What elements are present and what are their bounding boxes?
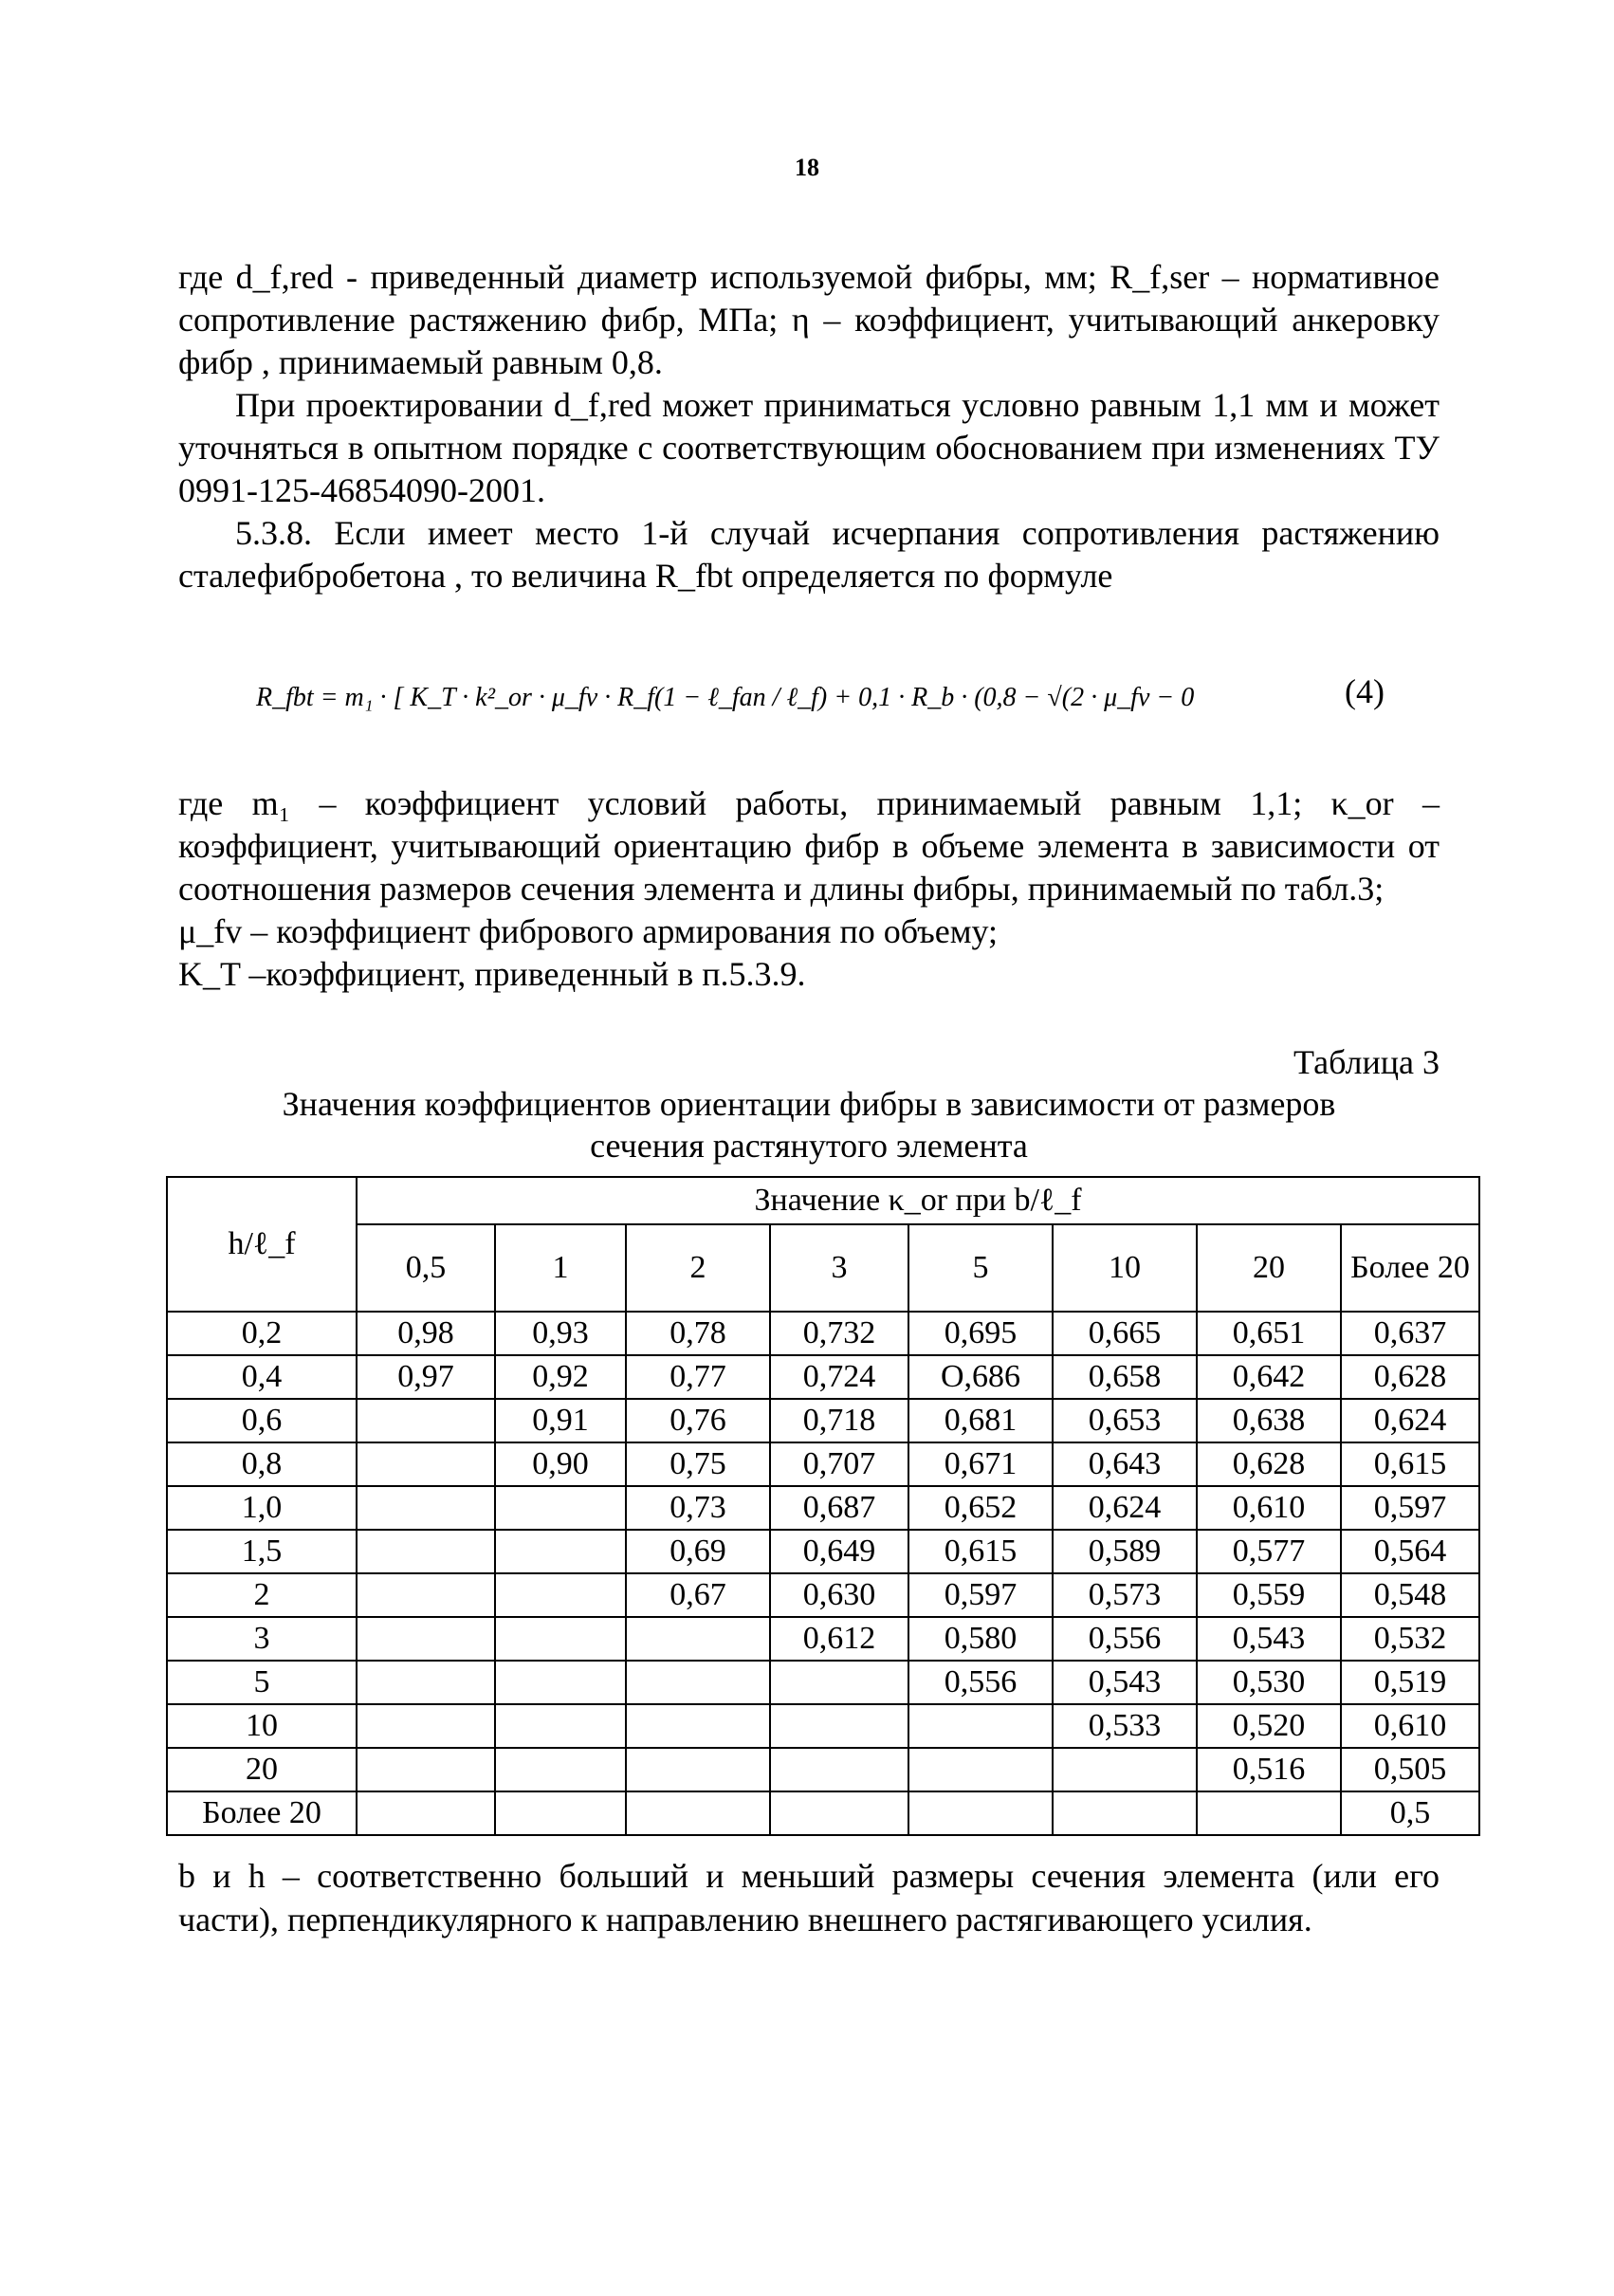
value-cell: 0,543 — [1053, 1661, 1197, 1704]
row-label-cell: 0,2 — [167, 1312, 357, 1355]
value-cell: 0,69 — [626, 1530, 770, 1573]
value-cell — [626, 1748, 770, 1791]
value-cell — [357, 1791, 495, 1835]
value-cell: 0,643 — [1053, 1442, 1197, 1486]
value-cell — [770, 1704, 908, 1748]
value-cell: 0,90 — [495, 1442, 626, 1486]
row-label-cell: Более 20 — [167, 1791, 357, 1835]
column-header: 1 — [495, 1224, 626, 1312]
table-footnote: b и h – соответственно больший и меньший размеры сечения элемента (или его части), перпендикулярного к направлению внешнего растягивающего усилия. — [178, 1857, 1440, 1938]
value-cell: 0,724 — [770, 1355, 908, 1399]
value-cell: 0,564 — [1341, 1530, 1479, 1573]
value-cell: 0,520 — [1197, 1704, 1341, 1748]
value-cell — [908, 1791, 1053, 1835]
table-row — [167, 1617, 1479, 1661]
value-cell: 0,665 — [1053, 1312, 1197, 1355]
value-cell — [357, 1573, 495, 1617]
value-cell: 0,610 — [1197, 1486, 1341, 1530]
column-header: 3 — [770, 1224, 908, 1312]
value-cell — [908, 1704, 1053, 1748]
value-cell: 0,653 — [1053, 1399, 1197, 1442]
value-cell — [495, 1661, 626, 1704]
value-cell: 0,649 — [770, 1530, 908, 1573]
column-header: 10 — [1053, 1224, 1197, 1312]
table-row — [167, 1704, 1479, 1748]
value-cell: 0,67 — [626, 1573, 770, 1617]
value-cell — [357, 1704, 495, 1748]
value-cell: 0,612 — [770, 1617, 908, 1661]
value-cell — [626, 1617, 770, 1661]
table-row — [167, 1442, 1479, 1486]
value-cell — [357, 1486, 495, 1530]
value-cell: 0,695 — [908, 1312, 1053, 1355]
value-cell: 0,93 — [495, 1312, 626, 1355]
value-cell: 0,628 — [1341, 1355, 1479, 1399]
value-cell: 0,573 — [1053, 1573, 1197, 1617]
table-title-line2: сечения растянутого элемента — [590, 1127, 1028, 1165]
table-row — [167, 1486, 1479, 1530]
table-row — [167, 1530, 1479, 1573]
value-cell: 0,91 — [495, 1399, 626, 1442]
value-cell: 0,624 — [1053, 1486, 1197, 1530]
formula-4 — [247, 645, 1385, 749]
value-cell: 0,75 — [626, 1442, 770, 1486]
table-row — [167, 1312, 1479, 1355]
value-cell — [1053, 1791, 1197, 1835]
group-header-cell: Значение κ_or при b/ℓ_f — [357, 1177, 1479, 1224]
value-cell — [495, 1617, 626, 1661]
value-cell: 0,98 — [357, 1312, 495, 1355]
paragraph-definitions-1: где d_f,red - приведенный диаметр используемой фибры, мм; R_f,ser – нормативное сопротивление растяжению фибр, МПа; η – коэффициент, учитывающий анкеровку фибр , принимаемый равным 0,8. — [178, 258, 1440, 381]
value-cell: 0,580 — [908, 1617, 1053, 1661]
value-cell: 0,77 — [626, 1355, 770, 1399]
value-cell — [357, 1399, 495, 1442]
row-label-cell: 5 — [167, 1661, 357, 1704]
value-cell — [626, 1704, 770, 1748]
value-cell — [495, 1573, 626, 1617]
value-cell — [495, 1791, 626, 1835]
value-cell: 0,97 — [357, 1355, 495, 1399]
value-cell: 0,505 — [1341, 1748, 1479, 1791]
value-cell: 0,597 — [908, 1573, 1053, 1617]
value-cell — [357, 1748, 495, 1791]
value-cell: 0,671 — [908, 1442, 1053, 1486]
table-title-line1: Значения коэффициентов ориентации фибры в зависимости от размеров — [282, 1085, 1336, 1123]
value-cell: 0,707 — [770, 1442, 908, 1486]
value-cell — [495, 1486, 626, 1530]
row-label-cell: 0,8 — [167, 1442, 357, 1486]
value-cell — [626, 1661, 770, 1704]
value-cell: 0,658 — [1053, 1355, 1197, 1399]
formula-text: R_fbt = m₁ · [ K_T · k²_or · μ_fv · R_f(1 − ℓ_fan / ℓ_f) + 0,1 · R_b · (0,8 − √(2 · μ_fv − 0,005)) ], — [256, 683, 1195, 712]
value-cell — [357, 1617, 495, 1661]
value-cell: 0,597 — [1341, 1486, 1479, 1530]
value-cell — [357, 1530, 495, 1573]
value-cell — [770, 1791, 908, 1835]
value-cell: 0,516 — [1197, 1748, 1341, 1791]
definition-m1: где m₁ – коэффициент условий работы, принимаемый равным 1,1; κ_or – коэффициент, учитывающий ориентацию фибр в объеме элемента в зависимости от соотношения размеров сечения элемента и длины фибры, принимаемый по табл.3; — [178, 784, 1440, 908]
row-label-cell: 3 — [167, 1617, 357, 1661]
value-cell: 0,589 — [1053, 1530, 1197, 1573]
page-number: 18 — [795, 154, 819, 181]
row-label-cell: 1,0 — [167, 1486, 357, 1530]
table-row — [167, 1355, 1479, 1399]
value-cell: 0,637 — [1341, 1312, 1479, 1355]
orientation-coefficient-table — [166, 1176, 1480, 1836]
value-cell: 0,5 — [1341, 1791, 1479, 1835]
value-cell: 0,615 — [1341, 1442, 1479, 1486]
value-cell: 0,615 — [908, 1530, 1053, 1573]
value-cell: 0,559 — [1197, 1573, 1341, 1617]
value-cell — [770, 1748, 908, 1791]
row-header-cell: h/ℓ_f — [167, 1177, 357, 1312]
value-cell: 0,610 — [1341, 1704, 1479, 1748]
formula-svg — [247, 645, 1195, 749]
value-cell: 0,76 — [626, 1399, 770, 1442]
value-cell: 0,652 — [908, 1486, 1053, 1530]
value-cell: 0,628 — [1197, 1442, 1341, 1486]
table-caption — [178, 1041, 1440, 1166]
value-cell — [495, 1530, 626, 1573]
value-cell: 0,638 — [1197, 1399, 1341, 1442]
value-cell: 0,530 — [1197, 1661, 1341, 1704]
row-label-cell: 0,6 — [167, 1399, 357, 1442]
row-label-cell: 20 — [167, 1748, 357, 1791]
body-text — [178, 256, 1440, 597]
value-cell: 0,78 — [626, 1312, 770, 1355]
value-cell: 0,556 — [1053, 1617, 1197, 1661]
definition-kt: K_T –коэффициент, приведенный в п.5.3.9. — [178, 955, 806, 993]
paragraph-design: При проектировании d_f,red может приниматься условно равным 1,1 мм и может уточняться в опытном порядке с соответствующим обоснованием при изменениях ТУ 0991-125-46854090-2001. — [178, 386, 1440, 509]
value-cell — [1197, 1791, 1341, 1835]
paragraph-5-3-8: 5.3.8. Если имеет место 1-й случай исчерпания сопротивления растяжению сталефибробетона , то величина R_fbt определяется по формуле — [178, 514, 1440, 595]
value-cell: О,686 — [908, 1355, 1053, 1399]
column-header: 0,5 — [357, 1224, 495, 1312]
value-cell: 0,630 — [770, 1573, 908, 1617]
row-label-cell: 0,4 — [167, 1355, 357, 1399]
value-cell: 0,556 — [908, 1661, 1053, 1704]
column-header: 2 — [626, 1224, 770, 1312]
value-cell: 0,73 — [626, 1486, 770, 1530]
column-header: 20 — [1197, 1224, 1341, 1312]
table-row — [167, 1748, 1479, 1791]
value-cell: 0,532 — [1341, 1617, 1479, 1661]
value-cell — [908, 1748, 1053, 1791]
formula-expression — [247, 645, 1195, 749]
table-row — [167, 1399, 1479, 1442]
value-cell — [1053, 1748, 1197, 1791]
value-cell — [626, 1791, 770, 1835]
value-cell — [770, 1661, 908, 1704]
row-label-cell: 1,5 — [167, 1530, 357, 1573]
value-cell — [495, 1748, 626, 1791]
value-cell: 0,548 — [1341, 1573, 1479, 1617]
value-cell: 0,651 — [1197, 1312, 1341, 1355]
value-cell: 0,543 — [1197, 1617, 1341, 1661]
row-label-cell: 10 — [167, 1704, 357, 1748]
value-cell: 0,732 — [770, 1312, 908, 1355]
value-cell — [495, 1704, 626, 1748]
value-cell: 0,718 — [770, 1399, 908, 1442]
table-row — [167, 1661, 1479, 1704]
definition-mu: μ_fv – коэффициент фибрового армирования по объему; — [178, 912, 999, 950]
value-cell: 0,642 — [1197, 1355, 1341, 1399]
table-row — [167, 1791, 1479, 1835]
value-cell: 0,687 — [770, 1486, 908, 1530]
formula-number: (4) — [1345, 672, 1385, 710]
row-label-cell: 2 — [167, 1573, 357, 1617]
value-cell — [357, 1442, 495, 1486]
value-cell: 0,519 — [1341, 1661, 1479, 1704]
table-row — [167, 1573, 1479, 1617]
table-label: Таблица 3 — [1293, 1043, 1440, 1081]
column-header: Более 20 — [1341, 1224, 1479, 1312]
column-header: 5 — [908, 1224, 1053, 1312]
value-cell: 0,92 — [495, 1355, 626, 1399]
definitions-text — [178, 782, 1440, 996]
value-cell: 0,577 — [1197, 1530, 1341, 1573]
value-cell: 0,681 — [908, 1399, 1053, 1442]
value-cell: 0,533 — [1053, 1704, 1197, 1748]
value-cell — [357, 1661, 495, 1704]
value-cell: 0,624 — [1341, 1399, 1479, 1442]
